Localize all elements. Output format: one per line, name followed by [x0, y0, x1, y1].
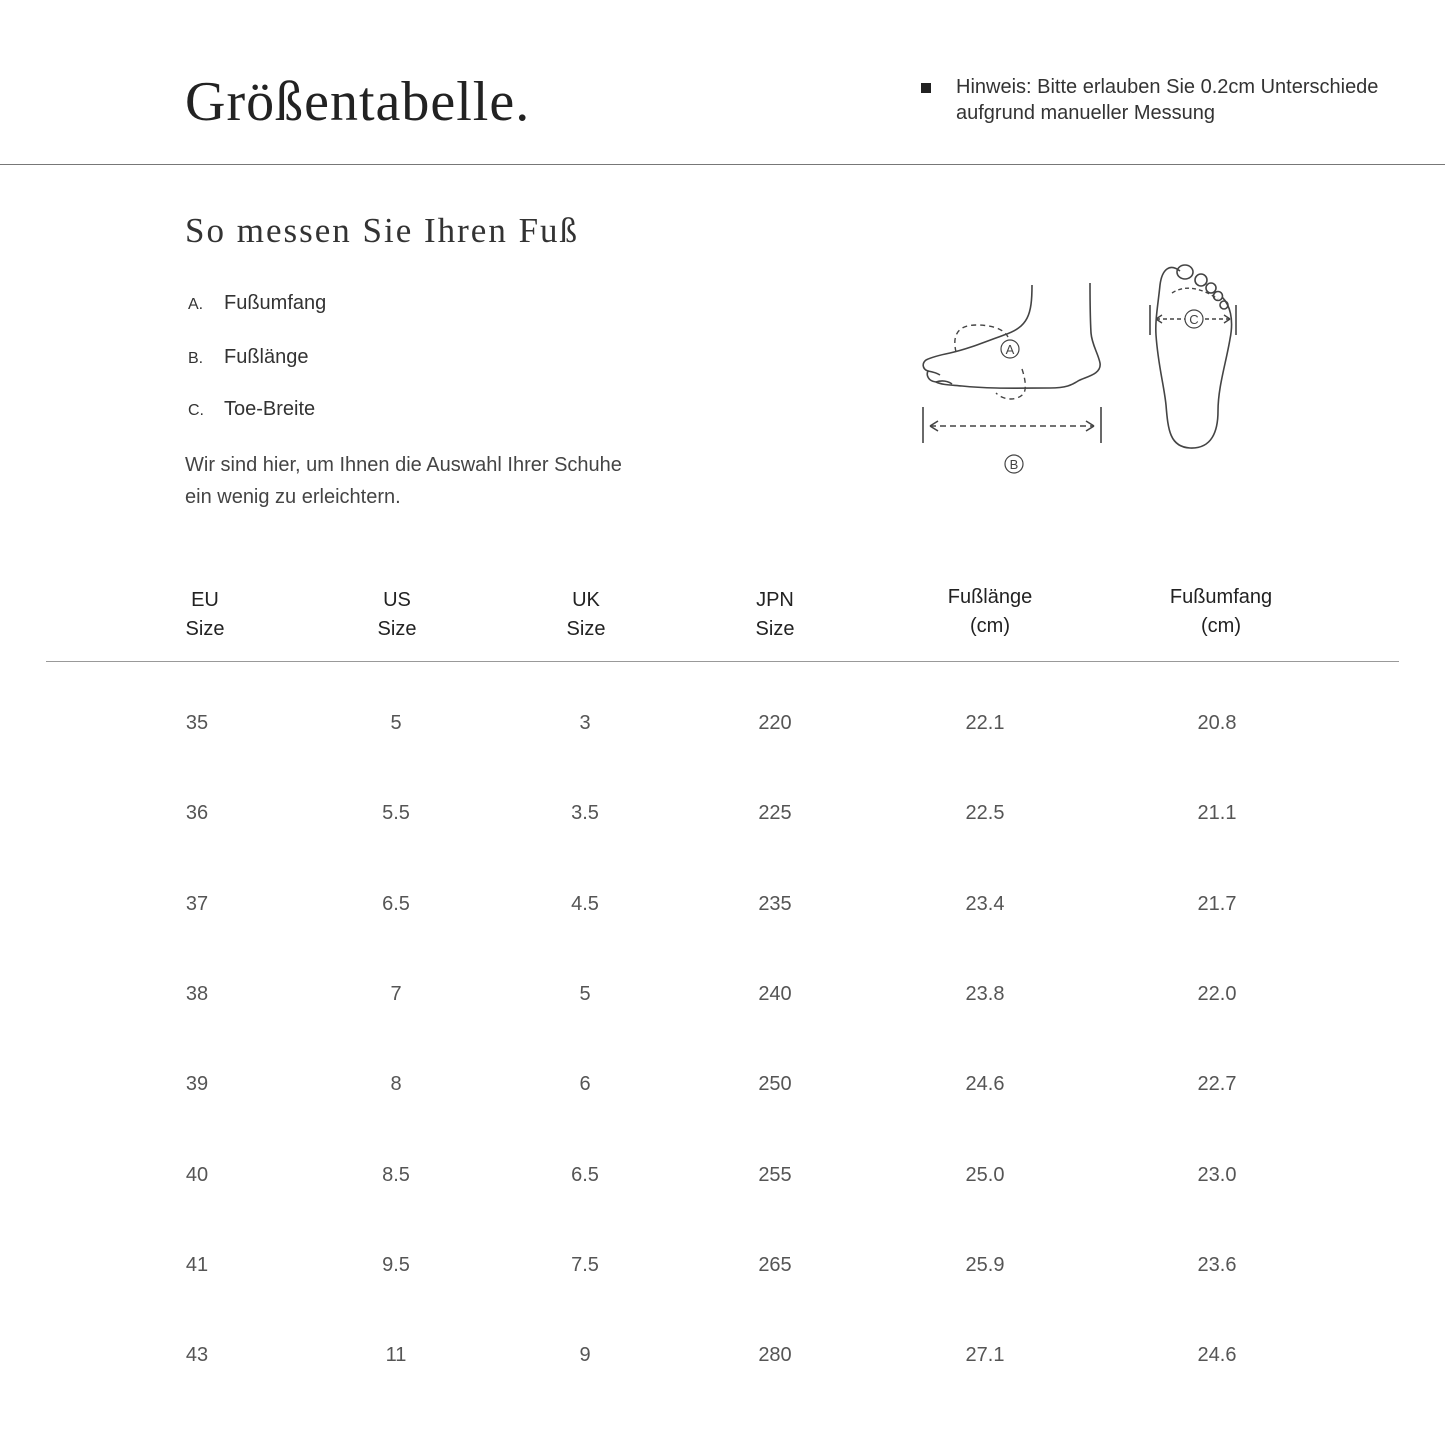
- table-cell: 265: [758, 1253, 792, 1276]
- header-line-2: (cm): [970, 615, 1010, 637]
- table-cell: 4.5: [571, 892, 599, 915]
- table-cell: 37: [185, 892, 209, 915]
- table-cell: 38: [185, 982, 209, 1005]
- table-cell: 7.5: [571, 1253, 599, 1276]
- table-row: [0, 1164, 1445, 1194]
- diagram-label-a: A: [1005, 342, 1015, 357]
- table-cell: 22.0: [1197, 982, 1237, 1005]
- header-line-1: US: [383, 589, 411, 611]
- table-cell: 255: [758, 1163, 792, 1186]
- header-jpn-size: [715, 586, 835, 644]
- table-cell: 39: [185, 1073, 209, 1096]
- measure-label: Fußlänge: [224, 346, 309, 368]
- table-cell: 8: [390, 1073, 402, 1096]
- table-row: [0, 802, 1445, 832]
- header-divider: [0, 164, 1445, 165]
- table-cell: 6: [579, 1073, 591, 1096]
- table-cell: 23.8: [965, 982, 1005, 1005]
- table-row: [0, 1344, 1445, 1374]
- header-line-1: JPN: [756, 589, 794, 611]
- header-line-1: Fußumfang: [1169, 586, 1273, 608]
- table-cell: 23.0: [1197, 1163, 1237, 1186]
- table-cell: 6.5: [571, 1163, 599, 1186]
- intro-text: Wir sind hier, um Ihnen die Auswahl Ihrer Schuhe ein wenig zu erleichtern.: [185, 454, 622, 508]
- header-line-1: Fußlänge: [947, 586, 1033, 608]
- header-uk-size: [526, 586, 646, 644]
- table-cell: 5.5: [382, 802, 410, 825]
- table-cell: 40: [185, 1163, 209, 1186]
- table-cell: 3: [579, 712, 591, 734]
- foot-sole-icon: [1156, 265, 1232, 448]
- table-row: [0, 1254, 1445, 1284]
- table-cell: 22.7: [1197, 1073, 1237, 1096]
- measure-title: So messen Sie Ihren Fuß: [185, 211, 580, 250]
- measure-label: Fußumfang: [224, 292, 327, 314]
- table-cell: 11: [385, 1344, 407, 1367]
- table-cell: 25.9: [965, 1253, 1005, 1276]
- header-us-size: [337, 586, 457, 644]
- table-cell: 21.1: [1197, 802, 1237, 825]
- table-header-divider: [46, 661, 1399, 662]
- measure-letter: B.: [188, 350, 204, 367]
- table-cell: 7: [390, 982, 402, 1005]
- table-cell: 9.5: [382, 1253, 410, 1276]
- table-cell: 23.6: [1197, 1253, 1237, 1276]
- table-cell: 24.6: [965, 1073, 1005, 1096]
- measure-letter: A.: [188, 296, 204, 313]
- table-cell: 240: [758, 982, 792, 1005]
- table-row: [0, 893, 1445, 923]
- foot-measure-diagram: [900, 255, 1260, 485]
- table-cell: 235: [758, 892, 792, 915]
- table-cell: 9: [579, 1344, 591, 1367]
- header-line-2: Size: [377, 618, 417, 640]
- header-foot-circumference: [1146, 583, 1296, 641]
- table-cell: 21.7: [1197, 892, 1237, 915]
- table-cell: 43: [185, 1344, 209, 1367]
- header-line-1: UK: [572, 589, 600, 611]
- square-bullet-icon: [921, 83, 931, 93]
- table-cell: 220: [758, 712, 792, 734]
- table-cell: 22.1: [965, 712, 1005, 734]
- header-line-2: (cm): [1201, 615, 1241, 637]
- table-cell: 225: [758, 802, 792, 825]
- table-cell: 25.0: [965, 1163, 1005, 1186]
- measure-label: Toe-Breite: [224, 398, 316, 420]
- table-cell: 41: [185, 1253, 209, 1276]
- foot-side-icon: [923, 283, 1100, 388]
- table-cell: 23.4: [965, 892, 1005, 915]
- table-cell: 6.5: [382, 892, 410, 915]
- table-cell: 3.5: [571, 802, 599, 825]
- table-row: [0, 1073, 1445, 1103]
- table-row: [0, 712, 1445, 742]
- table-cell: 20.8: [1197, 712, 1237, 734]
- table-cell: 27.1: [965, 1344, 1005, 1367]
- page-title: Größentabelle.: [185, 71, 531, 133]
- header-eu-size: [145, 586, 265, 644]
- table-cell: 5: [390, 712, 402, 734]
- header-line-2: Size: [755, 618, 795, 640]
- table-cell: 280: [758, 1344, 792, 1367]
- diagram-label-b: B: [1009, 457, 1019, 472]
- note-text: Hinweis: Bitte erlauben Sie 0.2cm Unterschiede aufgrund manueller Messung: [956, 76, 1379, 124]
- table-cell: 24.6: [1197, 1344, 1237, 1367]
- measure-letter: C.: [188, 402, 204, 419]
- header-line-2: Size: [185, 618, 225, 640]
- header-line-2: Size: [566, 618, 606, 640]
- table-row: [0, 983, 1445, 1013]
- diagram-label-c: C: [1189, 312, 1199, 327]
- table-cell: 36: [185, 802, 209, 825]
- table-cell: 8.5: [382, 1163, 410, 1186]
- header-foot-length: [915, 583, 1065, 641]
- table-cell: 5: [579, 982, 591, 1005]
- table-cell: 22.5: [965, 802, 1005, 825]
- table-cell: 250: [758, 1073, 792, 1096]
- header-line-1: EU: [191, 589, 219, 611]
- table-cell: 35: [185, 712, 209, 734]
